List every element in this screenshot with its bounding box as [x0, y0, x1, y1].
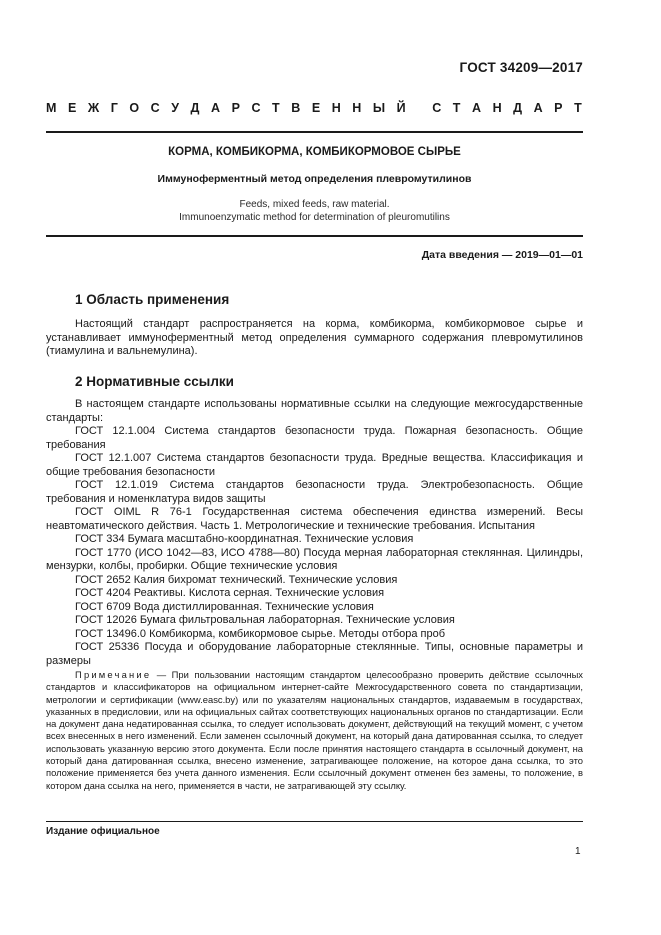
document-title: КОРМА, КОМБИКОРМА, КОМБИКОРМОВОЕ СЫРЬЕ — [168, 146, 461, 158]
reference-item: ГОСТ 334 Бумага масштабно-координатная. Технические условия — [75, 533, 414, 545]
interstate-heading-letter: С — [432, 101, 442, 115]
interstate-heading-letter: Е — [67, 101, 77, 115]
interstate-heading-letter: А — [533, 101, 543, 115]
references-intro: В настоящем стандарте использованы нормативные ссылки на следующие межгосударственные стандарты: — [46, 398, 583, 424]
interstate-heading-letter: М — [46, 101, 57, 115]
english-title-line-1: Feeds, mixed feeds, raw material. — [239, 199, 390, 210]
introduction-date: Дата введения — 2019—01—01 — [421, 249, 583, 261]
normative-references-list — [46, 398, 583, 668]
reference-item: ГОСТ 12026 Бумага фильтровальная лабораторная. Технические условия — [75, 614, 455, 626]
reference-item: ГОСТ 6709 Вода дистиллированная. Технические условия — [75, 600, 374, 613]
reference-item: ГОСТ 2652 Калия бихромат технический. Технические условия — [75, 573, 398, 586]
interstate-heading-letter: А — [471, 101, 482, 115]
reference-item: ГОСТ 4204 Реактивы. Кислота серная. Технические условия — [75, 587, 385, 599]
footer-divider — [46, 821, 583, 822]
interstate-heading-letter: С — [150, 101, 160, 115]
interstate-heading-letter: В — [291, 101, 301, 115]
interstate-heading-letter: Н — [352, 101, 362, 115]
references-note — [46, 669, 583, 792]
interstate-heading-letter: А — [211, 101, 221, 115]
section-2-heading: 2 Нормативные ссылки — [75, 374, 234, 389]
reference-item: ГОСТ 25336 Посуда и оборудование лабораторные стеклянные. Типы, основные параметры и размеры — [46, 641, 583, 667]
reference-item: ГОСТ 13496.0 Комбикорма, комбикормовое сырье. Методы отбора проб — [75, 627, 446, 640]
interstate-heading-letter: Т — [272, 101, 280, 115]
interstate-heading-letter: Т — [452, 101, 461, 115]
interstate-heading-letter: Н — [492, 101, 502, 115]
interstate-heading-letter: С — [251, 101, 261, 115]
interstate-heading-letter: Ы — [372, 101, 386, 115]
section-1-text: Настоящий стандарт распространяется на корма, комбикорма, комбикормовое сырье и устанавливает иммуноферментный метод определения суммарного содержания плевромутилинов (тиамулина и вальнемулина). — [46, 318, 583, 357]
document-code: ГОСТ 34209—2017 — [459, 60, 583, 75]
interstate-heading-letter: У — [171, 101, 179, 115]
interstate-standard-heading — [46, 101, 582, 115]
note-label: Примечание — [75, 669, 152, 680]
interstate-heading-letter: Й — [396, 101, 406, 115]
english-title-line-2: Immunoenzymatic method for determination of pleuromutilins — [179, 212, 450, 223]
reference-item: ГОСТ OIML R 76-1 Государственная система обеспечения единства измерений. Весы неавтоматического действия. Часть 1. Метрологические и технические требования. Испытания — [46, 506, 583, 532]
section-1-heading: 1 Область применения — [75, 292, 230, 307]
interstate-heading-letter: Р — [554, 101, 563, 115]
note-text: — При пользовании настоящим стандартом целесообразно проверить действие ссылочных стандартов и классификаторов на официальном интернет-сайте Межгосударственного совета по стандартизации, метрологии и сертификации (www.easc.by) или по указателям национальных стандартов, издаваемым в государствах, указанных в предисловии, или на официальных сайтах соответствующих национальных органов по стандартизации. Если на документ дана недатированная ссылка, то следует использовать документ, действующий на текущий момент, с учетом всех внесенных в него изменений. Если заменен ссылочный документ, на который дана датированная ссылка, то следует использовать указанную версию этого документа. Если после принятия настоящего стандарта в ссылочный документ, на который дана датированная ссылка, внесено изменение, затрагивающее положение, на которое дана ссылка, то это положение применяется без учета данного изменения. Если ссылочный документ отменен без замены, то положение, в котором дана ссылка на него, применяется в части, не затрагивающей эту ссылку. — [46, 669, 583, 791]
interstate-heading-letter: Д — [190, 101, 200, 115]
title-divider — [46, 235, 583, 237]
interstate-heading-letter: Н — [331, 101, 341, 115]
official-edition-label: Издание официальное — [46, 826, 160, 837]
interstate-heading-letter: Р — [231, 101, 240, 115]
interstate-heading-letter: О — [129, 101, 140, 115]
interstate-heading-letter: Г — [110, 101, 118, 115]
interstate-heading-letter: Ж — [87, 101, 100, 115]
page-number: 1 — [575, 846, 581, 857]
reference-item: ГОСТ 12.1.007 Система стандартов безопасности труда. Вредные вещества. Классификация и общие требования безопасности — [46, 452, 583, 478]
reference-item: ГОСТ 1770 (ИСО 1042—83, ИСО 4788—80) Посуда мерная лабораторная стеклянная. Цилиндры, мензурки, колбы, пробирки. Общие технические условия — [46, 546, 583, 572]
top-divider — [46, 131, 583, 133]
interstate-heading-letter: Д — [513, 101, 523, 115]
interstate-heading-letter — [417, 101, 420, 115]
reference-item: ГОСТ 12.1.019 Система стандартов безопасности труда. Электробезопасность. Общие требования и номенклатура видов защиты — [46, 479, 583, 505]
document-subtitle: Иммуноферментный метод определения плевромутилинов — [157, 173, 472, 185]
interstate-heading-letter: Е — [311, 101, 321, 115]
interstate-heading-letter: Т — [574, 101, 582, 115]
reference-item: ГОСТ 12.1.004 Система стандартов безопасности труда. Пожарная безопасность. Общие требования — [46, 425, 583, 451]
